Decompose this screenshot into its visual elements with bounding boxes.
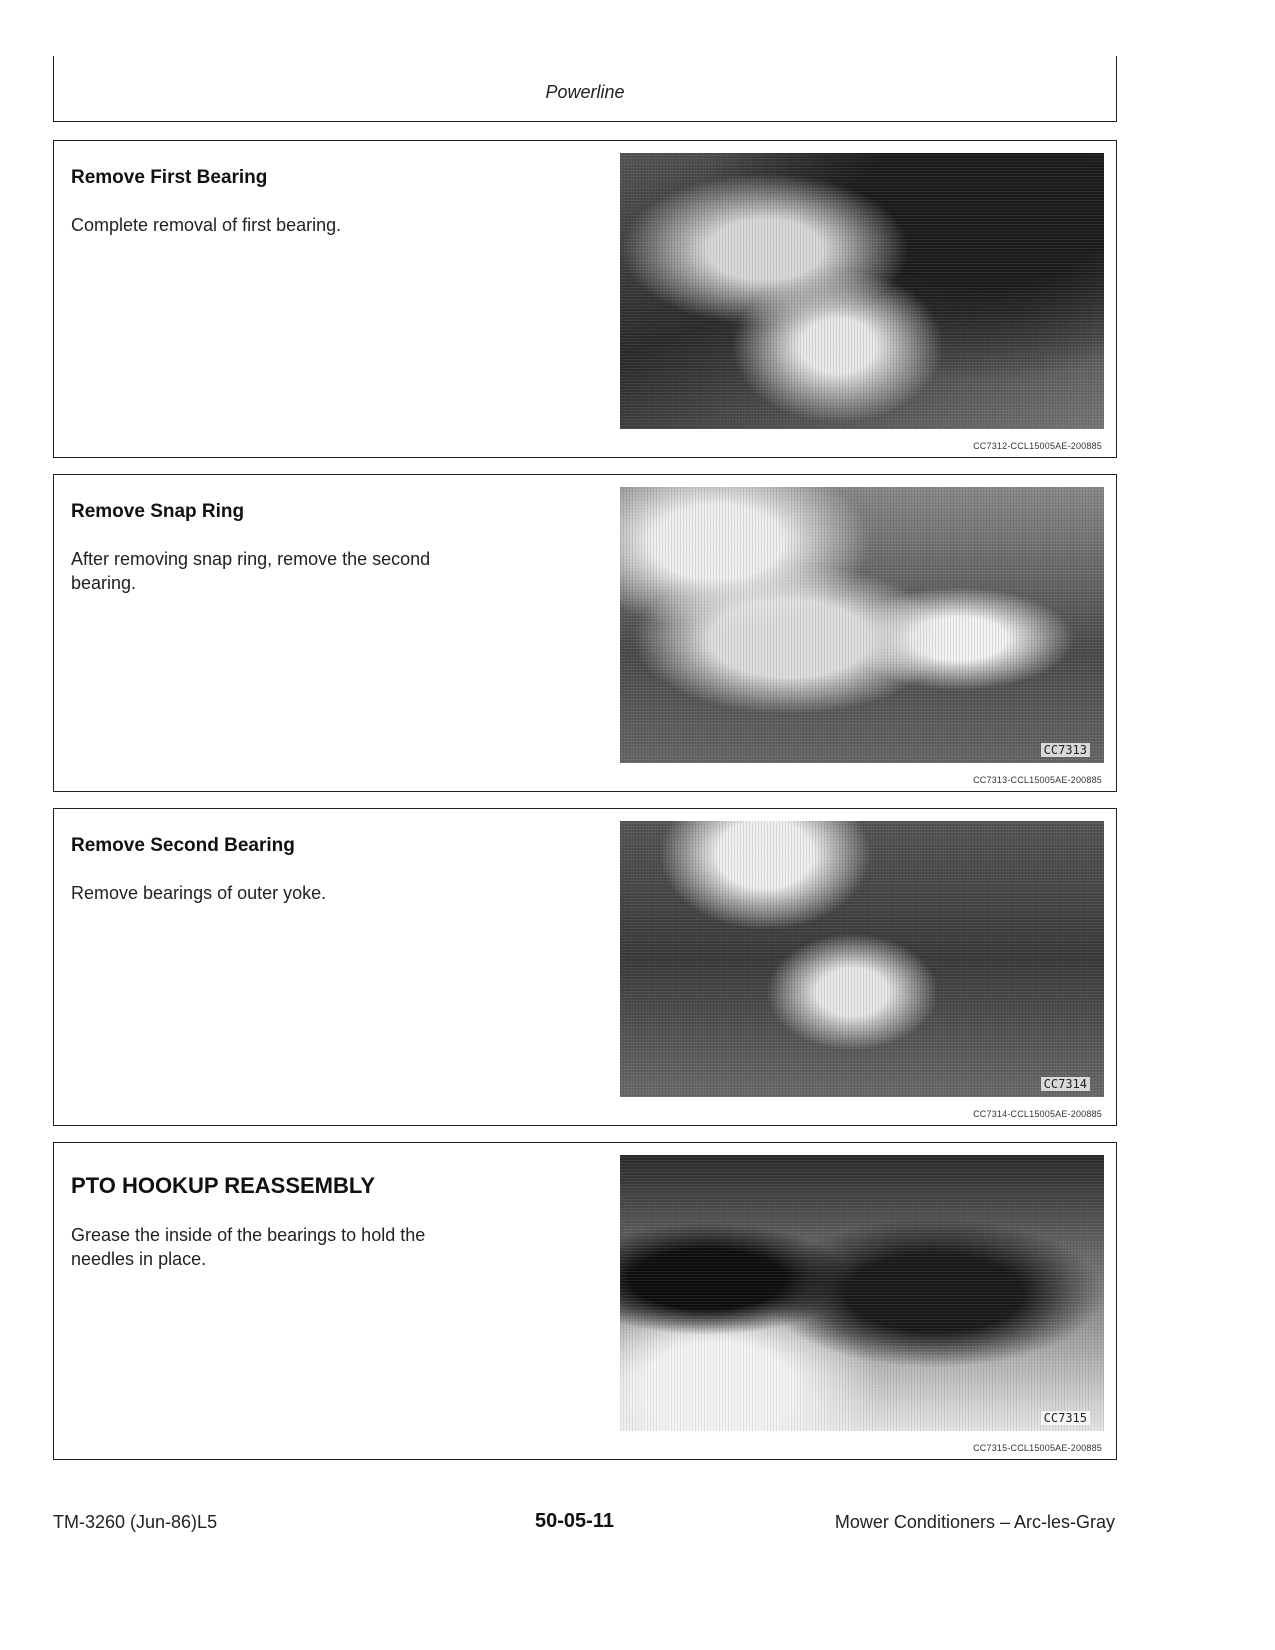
section-text: Grease the inside of the bearings to hold the needles in place. <box>71 1225 426 1269</box>
section-title: PTO HOOKUP REASSEMBLY <box>71 1173 375 1198</box>
photo-label: CC7315 <box>1041 1411 1090 1425</box>
page-header <box>53 56 1117 122</box>
section-title: Remove Second Bearing <box>71 835 295 856</box>
section-text: Complete removal of first bearing. <box>71 215 342 235</box>
photo-caption: CC7314-CCL15005AE-200885 <box>973 1109 1102 1119</box>
footer-page-number: 50-05-11 <box>535 1510 614 1532</box>
section-remove-snap-ring <box>53 474 1117 792</box>
header-title: Powerline <box>545 82 625 102</box>
photo-second-bearing <box>620 821 1104 1097</box>
photo-caption: CC7315-CCL15005AE-200885 <box>973 1443 1102 1453</box>
photo-first-bearing <box>620 153 1104 429</box>
section-text: Remove bearings of outer yoke. <box>71 883 327 903</box>
section-title: Remove Snap Ring <box>71 501 245 522</box>
section-remove-first-bearing <box>53 140 1117 458</box>
footer-manual-title: Mower Conditioners – Arc-les-Gray <box>834 1512 1115 1532</box>
photo-caption: CC7313-CCL15005AE-200885 <box>973 775 1102 785</box>
section-title: Remove First Bearing <box>71 167 268 188</box>
photo-label: CC7313 <box>1041 743 1090 757</box>
photo-snap-ring <box>620 487 1104 763</box>
section-pto-hookup-reassembly <box>53 1142 1117 1460</box>
photo-label: CC7314 <box>1041 1077 1090 1091</box>
photo-pto-reassembly <box>620 1155 1104 1431</box>
footer-manual-id: TM-3260 (Jun-86)L5 <box>53 1512 218 1532</box>
photo-caption: CC7312-CCL15005AE-200885 <box>973 441 1102 451</box>
section-remove-second-bearing <box>53 808 1117 1126</box>
section-text: After removing snap ring, remove the second bearing. <box>71 549 431 593</box>
